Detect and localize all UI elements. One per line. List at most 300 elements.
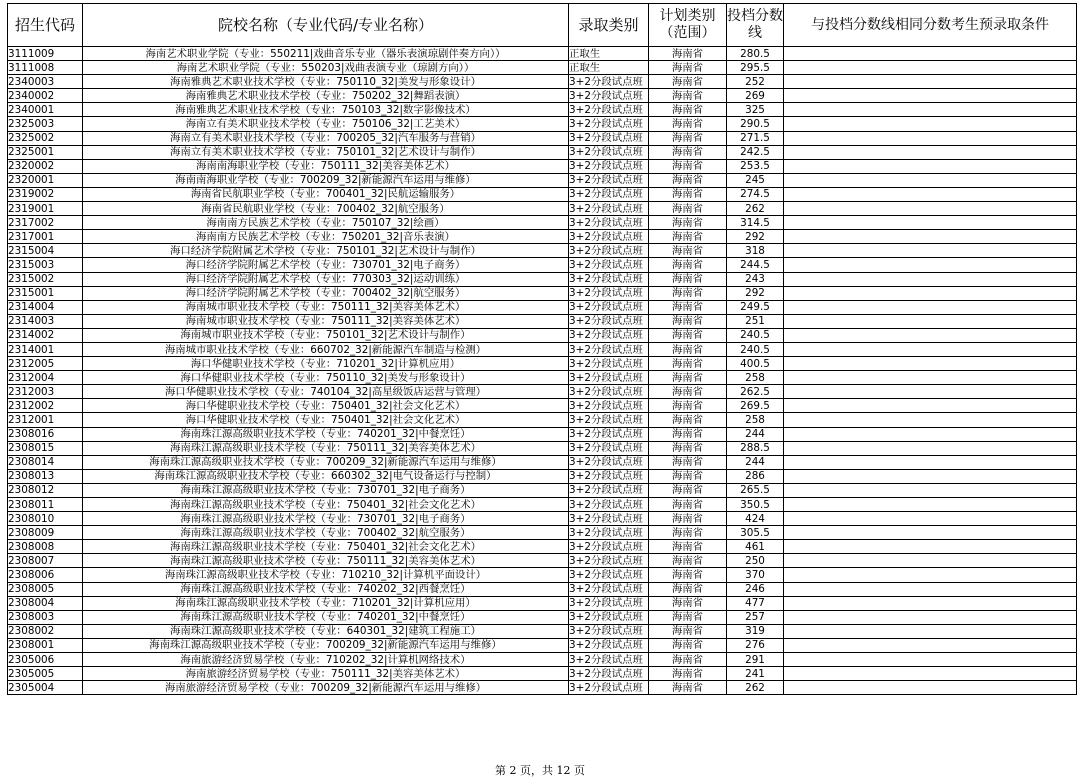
- header-school-name: 院校名称（专业代码/专业名称）: [83, 4, 569, 47]
- cell-enrollment-code: 2308008: [8, 540, 83, 554]
- cell-admission-type: 3+2分段试点班: [569, 187, 649, 201]
- cell-tie-condition: [784, 667, 1077, 681]
- table-row: [8, 244, 1077, 258]
- cell-school-name: 海口经济学院附属艺术学校（专业：750101_32|艺术设计与制作）: [83, 244, 569, 258]
- table-row: [8, 596, 1077, 610]
- table-row: [8, 61, 1077, 75]
- cell-admission-type: 3+2分段试点班: [569, 314, 649, 328]
- cell-enrollment-code: 2308013: [8, 469, 83, 483]
- cell-plan-category: 海南省: [649, 540, 727, 554]
- cell-cutoff-score: 291: [727, 653, 784, 667]
- cell-cutoff-score: 424: [727, 512, 784, 526]
- cell-school-name: 海南珠江源高级职业技术学校（专业：740201_32|中餐烹饪）: [83, 610, 569, 624]
- cell-enrollment-code: 2319002: [8, 187, 83, 201]
- cell-cutoff-score: 262: [727, 681, 784, 695]
- cell-plan-category: 海南省: [649, 498, 727, 512]
- cell-plan-category: 海南省: [649, 314, 727, 328]
- cell-plan-category: 海南省: [649, 159, 727, 173]
- table-row: [8, 230, 1077, 244]
- cell-cutoff-score: 274.5: [727, 187, 784, 201]
- cell-school-name: 海南立有美术职业技术学校（专业：700205_32|汽车服务与营销）: [83, 131, 569, 145]
- cell-plan-category: 海南省: [649, 89, 727, 103]
- cell-school-name: 海南南海职业学校（专业：750111_32|美容美体艺术）: [83, 159, 569, 173]
- cell-school-name: 海南城市职业技术学校（专业：750101_32|艺术设计与制作）: [83, 328, 569, 342]
- cell-cutoff-score: 253.5: [727, 159, 784, 173]
- cell-enrollment-code: 2340002: [8, 89, 83, 103]
- cell-plan-category: 海南省: [649, 216, 727, 230]
- cell-admission-type: 3+2分段试点班: [569, 131, 649, 145]
- cell-tie-condition: [784, 469, 1077, 483]
- cell-cutoff-score: 269.5: [727, 399, 784, 413]
- cell-admission-type: 3+2分段试点班: [569, 385, 649, 399]
- cell-admission-type: 3+2分段试点班: [569, 427, 649, 441]
- cell-cutoff-score: 243: [727, 272, 784, 286]
- cell-admission-type: 3+2分段试点班: [569, 75, 649, 89]
- table-row: [8, 427, 1077, 441]
- cell-admission-type: 3+2分段试点班: [569, 286, 649, 300]
- cell-school-name: 海口经济学院附属艺术学校（专业：700402_32|航空服务）: [83, 286, 569, 300]
- cell-tie-condition: [784, 540, 1077, 554]
- table-row: [8, 314, 1077, 328]
- cell-cutoff-score: 318: [727, 244, 784, 258]
- cell-plan-category: 海南省: [649, 638, 727, 652]
- table-row: [8, 300, 1077, 314]
- cell-school-name: 海南珠江源高级职业技术学校（专业：750111_32|美容美体艺术）: [83, 554, 569, 568]
- table-row: [8, 554, 1077, 568]
- cell-admission-type: 3+2分段试点班: [569, 540, 649, 554]
- cell-cutoff-score: 305.5: [727, 526, 784, 540]
- cell-tie-condition: [784, 441, 1077, 455]
- cell-enrollment-code: 2314001: [8, 342, 83, 356]
- header-cutoff-score: 投档分数线: [727, 4, 784, 47]
- cell-enrollment-code: 2312001: [8, 413, 83, 427]
- cell-tie-condition: [784, 47, 1077, 61]
- table-row: [8, 272, 1077, 286]
- cell-tie-condition: [784, 286, 1077, 300]
- cell-plan-category: 海南省: [649, 653, 727, 667]
- table-row: [8, 399, 1077, 413]
- table-row: [8, 610, 1077, 624]
- cell-tie-condition: [784, 427, 1077, 441]
- cell-enrollment-code: 2308001: [8, 638, 83, 652]
- cell-enrollment-code: 2308009: [8, 526, 83, 540]
- cell-plan-category: 海南省: [649, 61, 727, 75]
- cell-school-name: 海南南方民族艺术学校（专业：750201_32|音乐表演）: [83, 230, 569, 244]
- cell-plan-category: 海南省: [649, 145, 727, 159]
- cell-school-name: 海口华健职业技术学校（专业：740104_32|高星级饭店运营与管理）: [83, 385, 569, 399]
- cell-cutoff-score: 252: [727, 75, 784, 89]
- table-row: [8, 512, 1077, 526]
- admission-table-container: [7, 3, 1077, 695]
- cell-admission-type: 3+2分段试点班: [569, 596, 649, 610]
- cell-school-name: 海南立有美术职业技术学校（专业：750106_32|工艺美术）: [83, 117, 569, 131]
- cell-plan-category: 海南省: [649, 512, 727, 526]
- cell-admission-type: 3+2分段试点班: [569, 159, 649, 173]
- cell-enrollment-code: 2312003: [8, 385, 83, 399]
- cell-enrollment-code: 2308006: [8, 568, 83, 582]
- cell-enrollment-code: 2315003: [8, 258, 83, 272]
- cell-school-name: 海南城市职业技术学校（专业：660702_32|新能源汽车制造与检测）: [83, 342, 569, 356]
- cell-plan-category: 海南省: [649, 455, 727, 469]
- cell-admission-type: 3+2分段试点班: [569, 216, 649, 230]
- cell-tie-condition: [784, 596, 1077, 610]
- page-number: 第 2 页，共 12 页: [495, 764, 585, 777]
- cell-school-name: 海南省民航职业学校（专业：700402_32|航空服务）: [83, 202, 569, 216]
- cell-school-name: 海南珠江源高级职业技术学校（专业：750111_32|美容美体艺术）: [83, 441, 569, 455]
- cell-enrollment-code: 2308005: [8, 582, 83, 596]
- cell-cutoff-score: 246: [727, 582, 784, 596]
- cell-admission-type: 3+2分段试点班: [569, 103, 649, 117]
- cell-school-name: 海南旅游经济贸易学校（专业：710202_32|计算机网络技术）: [83, 653, 569, 667]
- cell-enrollment-code: 3111009: [8, 47, 83, 61]
- cell-enrollment-code: 2340003: [8, 75, 83, 89]
- table-row: [8, 159, 1077, 173]
- cell-tie-condition: [784, 75, 1077, 89]
- cell-admission-type: 3+2分段试点班: [569, 653, 649, 667]
- cell-school-name: 海南艺术职业学院（专业：550203|戏曲表演专业（琼剧方向））: [83, 61, 569, 75]
- cell-admission-type: 3+2分段试点班: [569, 230, 649, 244]
- cell-school-name: 海口华健职业技术学校（专业：750401_32|社会文化艺术）: [83, 399, 569, 413]
- table-header-row: [8, 4, 1077, 47]
- cell-enrollment-code: 2308002: [8, 624, 83, 638]
- admission-score-table: [7, 3, 1077, 695]
- cell-tie-condition: [784, 117, 1077, 131]
- cell-plan-category: 海南省: [649, 624, 727, 638]
- cell-admission-type: 正取生: [569, 61, 649, 75]
- cell-plan-category: 海南省: [649, 230, 727, 244]
- cell-admission-type: 3+2分段试点班: [569, 568, 649, 582]
- cell-cutoff-score: 269: [727, 89, 784, 103]
- cell-tie-condition: [784, 357, 1077, 371]
- cell-admission-type: 3+2分段试点班: [569, 145, 649, 159]
- cell-enrollment-code: 2312004: [8, 371, 83, 385]
- cell-admission-type: 3+2分段试点班: [569, 399, 649, 413]
- table-row: [8, 216, 1077, 230]
- cell-admission-type: 3+2分段试点班: [569, 582, 649, 596]
- cell-tie-condition: [784, 145, 1077, 159]
- cell-school-name: 海南南方民族艺术学校（专业：750107_32|绘画）: [83, 216, 569, 230]
- table-row: [8, 441, 1077, 455]
- cell-school-name: 海口华健职业技术学校（专业：750110_32|美发与形象设计）: [83, 371, 569, 385]
- table-row: [8, 582, 1077, 596]
- cell-tie-condition: [784, 131, 1077, 145]
- cell-admission-type: 3+2分段试点班: [569, 526, 649, 540]
- cell-enrollment-code: 2308012: [8, 483, 83, 497]
- cell-school-name: 海南珠江源高级职业技术学校（专业：700209_32|新能源汽车运用与维修）: [83, 638, 569, 652]
- cell-enrollment-code: 2305005: [8, 667, 83, 681]
- cell-school-name: 海南省民航职业学校（专业：700401_32|民航运输服务）: [83, 187, 569, 201]
- cell-enrollment-code: 2320002: [8, 159, 83, 173]
- cell-school-name: 海南珠江源高级职业技术学校（专业：750401_32|社会文化艺术）: [83, 540, 569, 554]
- table-row: [8, 286, 1077, 300]
- cell-enrollment-code: 2340001: [8, 103, 83, 117]
- cell-cutoff-score: 250: [727, 554, 784, 568]
- cell-enrollment-code: 2308015: [8, 441, 83, 455]
- cell-tie-condition: [784, 314, 1077, 328]
- cell-plan-category: 海南省: [649, 244, 727, 258]
- cell-cutoff-score: 461: [727, 540, 784, 554]
- cell-tie-condition: [784, 512, 1077, 526]
- cell-plan-category: 海南省: [649, 103, 727, 117]
- cell-admission-type: 3+2分段试点班: [569, 624, 649, 638]
- cell-enrollment-code: 2308007: [8, 554, 83, 568]
- cell-cutoff-score: 271.5: [727, 131, 784, 145]
- table-row: [8, 342, 1077, 356]
- table-row: [8, 385, 1077, 399]
- cell-admission-type: 3+2分段试点班: [569, 667, 649, 681]
- cell-enrollment-code: 3111008: [8, 61, 83, 75]
- table-row: [8, 202, 1077, 216]
- cell-admission-type: 3+2分段试点班: [569, 469, 649, 483]
- cell-cutoff-score: 314.5: [727, 216, 784, 230]
- cell-admission-type: 3+2分段试点班: [569, 258, 649, 272]
- cell-tie-condition: [784, 173, 1077, 187]
- cell-admission-type: 3+2分段试点班: [569, 300, 649, 314]
- cell-enrollment-code: 2308004: [8, 596, 83, 610]
- cell-school-name: 海南珠江源高级职业技术学校（专业：700402_32|航空服务）: [83, 526, 569, 540]
- table-row: [8, 75, 1077, 89]
- cell-plan-category: 海南省: [649, 342, 727, 356]
- cell-admission-type: 3+2分段试点班: [569, 371, 649, 385]
- cell-cutoff-score: 295.5: [727, 61, 784, 75]
- cell-plan-category: 海南省: [649, 131, 727, 145]
- cell-enrollment-code: 2320001: [8, 173, 83, 187]
- cell-enrollment-code: 2312002: [8, 399, 83, 413]
- cell-cutoff-score: 262: [727, 202, 784, 216]
- cell-admission-type: 3+2分段试点班: [569, 173, 649, 187]
- cell-plan-category: 海南省: [649, 173, 727, 187]
- cell-school-name: 海南艺术职业学院（专业：550211|戏曲音乐专业（器乐表演琼剧伴奏方向））: [83, 47, 569, 61]
- cell-plan-category: 海南省: [649, 75, 727, 89]
- cell-plan-category: 海南省: [649, 568, 727, 582]
- cell-plan-category: 海南省: [649, 610, 727, 624]
- cell-school-name: 海口华健职业技术学校（专业：710201_32|计算机应用）: [83, 357, 569, 371]
- cell-cutoff-score: 319: [727, 624, 784, 638]
- table-row: [8, 371, 1077, 385]
- cell-tie-condition: [784, 272, 1077, 286]
- cell-school-name: 海南立有美术职业技术学校（专业：750101_32|艺术设计与制作）: [83, 145, 569, 159]
- cell-plan-category: 海南省: [649, 667, 727, 681]
- cell-cutoff-score: 258: [727, 371, 784, 385]
- cell-cutoff-score: 265.5: [727, 483, 784, 497]
- cell-cutoff-score: 477: [727, 596, 784, 610]
- cell-cutoff-score: 244: [727, 427, 784, 441]
- cell-tie-condition: [784, 483, 1077, 497]
- cell-enrollment-code: 2325002: [8, 131, 83, 145]
- cell-cutoff-score: 257: [727, 610, 784, 624]
- cell-admission-type: 3+2分段试点班: [569, 202, 649, 216]
- table-row: [8, 145, 1077, 159]
- cell-admission-type: 3+2分段试点班: [569, 681, 649, 695]
- cell-enrollment-code: 2305006: [8, 653, 83, 667]
- cell-plan-category: 海南省: [649, 371, 727, 385]
- cell-cutoff-score: 262.5: [727, 385, 784, 399]
- table-row: [8, 173, 1077, 187]
- cell-enrollment-code: 2319001: [8, 202, 83, 216]
- table-row: [8, 540, 1077, 554]
- table-row: [8, 117, 1077, 131]
- cell-enrollment-code: 2314004: [8, 300, 83, 314]
- cell-school-name: 海南旅游经济贸易学校（专业：750111_32|美容美体艺术）: [83, 667, 569, 681]
- cell-school-name: 海南雅典艺术职业技术学校（专业：750110_32|美发与形象设计）: [83, 75, 569, 89]
- cell-admission-type: 3+2分段试点班: [569, 512, 649, 526]
- cell-cutoff-score: 325: [727, 103, 784, 117]
- cell-school-name: 海南珠江源高级职业技术学校（专业：710210_32|计算机平面设计）: [83, 568, 569, 582]
- cell-plan-category: 海南省: [649, 328, 727, 342]
- cell-plan-category: 海南省: [649, 469, 727, 483]
- cell-plan-category: 海南省: [649, 399, 727, 413]
- cell-school-name: 海南珠江源高级职业技术学校（专业：640301_32|建筑工程施工）: [83, 624, 569, 638]
- cell-cutoff-score: 276: [727, 638, 784, 652]
- cell-school-name: 海南珠江源高级职业技术学校（专业：730701_32|电子商务）: [83, 483, 569, 497]
- cell-cutoff-score: 280.5: [727, 47, 784, 61]
- table-row: [8, 526, 1077, 540]
- cell-admission-type: 3+2分段试点班: [569, 244, 649, 258]
- cell-plan-category: 海南省: [649, 413, 727, 427]
- cell-tie-condition: [784, 258, 1077, 272]
- cell-tie-condition: [784, 413, 1077, 427]
- cell-tie-condition: [784, 653, 1077, 667]
- cell-tie-condition: [784, 342, 1077, 356]
- cell-tie-condition: [784, 498, 1077, 512]
- cell-tie-condition: [784, 385, 1077, 399]
- cell-tie-condition: [784, 216, 1077, 230]
- table-row: [8, 103, 1077, 117]
- cell-school-name: 海南城市职业技术学校（专业：750111_32|美容美体艺术）: [83, 314, 569, 328]
- cell-school-name: 海南珠江源高级职业技术学校（专业：710201_32|计算机应用）: [83, 596, 569, 610]
- cell-cutoff-score: 241: [727, 667, 784, 681]
- cell-plan-category: 海南省: [649, 596, 727, 610]
- cell-cutoff-score: 240.5: [727, 328, 784, 342]
- table-row: [8, 131, 1077, 145]
- header-tie-condition: 与投档分数线相同分数考生预录取条件: [784, 4, 1077, 47]
- cell-plan-category: 海南省: [649, 554, 727, 568]
- cell-cutoff-score: 400.5: [727, 357, 784, 371]
- cell-tie-condition: [784, 244, 1077, 258]
- cell-tie-condition: [784, 202, 1077, 216]
- table-row: [8, 681, 1077, 695]
- cell-school-name: 海口经济学院附属艺术学校（专业：770303_32|运动训练）: [83, 272, 569, 286]
- cell-school-name: 海南珠江源高级职业技术学校（专业：750401_32|社会文化艺术）: [83, 498, 569, 512]
- cell-cutoff-score: 245: [727, 173, 784, 187]
- cell-school-name: 海南珠江源高级职业技术学校（专业：700209_32|新能源汽车运用与维修）: [83, 455, 569, 469]
- cell-cutoff-score: 290.5: [727, 117, 784, 131]
- cell-tie-condition: [784, 638, 1077, 652]
- table-row: [8, 47, 1077, 61]
- cell-plan-category: 海南省: [649, 117, 727, 131]
- table-row: [8, 667, 1077, 681]
- cell-enrollment-code: 2308010: [8, 512, 83, 526]
- cell-admission-type: 3+2分段试点班: [569, 117, 649, 131]
- cell-enrollment-code: 2317001: [8, 230, 83, 244]
- cell-enrollment-code: 2314002: [8, 328, 83, 342]
- table-row: [8, 483, 1077, 497]
- cell-admission-type: 3+2分段试点班: [569, 357, 649, 371]
- cell-admission-type: 3+2分段试点班: [569, 272, 649, 286]
- cell-tie-condition: [784, 89, 1077, 103]
- cell-tie-condition: [784, 526, 1077, 540]
- cell-cutoff-score: 288.5: [727, 441, 784, 455]
- cell-admission-type: 3+2分段试点班: [569, 498, 649, 512]
- cell-tie-condition: [784, 610, 1077, 624]
- cell-school-name: 海南城市职业技术学校（专业：750111_32|美容美体艺术）: [83, 300, 569, 314]
- table-body: [8, 47, 1077, 695]
- cell-enrollment-code: 2325003: [8, 117, 83, 131]
- cell-tie-condition: [784, 371, 1077, 385]
- cell-school-name: 海南雅典艺术职业技术学校（专业：750103_32|数字影像技术）: [83, 103, 569, 117]
- cell-plan-category: 海南省: [649, 300, 727, 314]
- cell-admission-type: 3+2分段试点班: [569, 638, 649, 652]
- cell-cutoff-score: 370: [727, 568, 784, 582]
- cell-enrollment-code: 2315001: [8, 286, 83, 300]
- cell-plan-category: 海南省: [649, 385, 727, 399]
- table-row: [8, 187, 1077, 201]
- cell-plan-category: 海南省: [649, 258, 727, 272]
- cell-cutoff-score: 244.5: [727, 258, 784, 272]
- cell-cutoff-score: 286: [727, 469, 784, 483]
- cell-tie-condition: [784, 554, 1077, 568]
- cell-plan-category: 海南省: [649, 187, 727, 201]
- cell-enrollment-code: 2308014: [8, 455, 83, 469]
- cell-tie-condition: [784, 159, 1077, 173]
- cell-tie-condition: [784, 681, 1077, 695]
- cell-tie-condition: [784, 624, 1077, 638]
- header-admission-type: 录取类别: [569, 4, 649, 47]
- cell-admission-type: 3+2分段试点班: [569, 455, 649, 469]
- cell-tie-condition: [784, 61, 1077, 75]
- cell-school-name: 海南珠江源高级职业技术学校（专业：740202_32|西餐烹饪）: [83, 582, 569, 596]
- cell-plan-category: 海南省: [649, 681, 727, 695]
- cell-admission-type: 3+2分段试点班: [569, 413, 649, 427]
- cell-tie-condition: [784, 455, 1077, 469]
- cell-cutoff-score: 242.5: [727, 145, 784, 159]
- cell-cutoff-score: 244: [727, 455, 784, 469]
- cell-tie-condition: [784, 399, 1077, 413]
- header-plan-category: 计划类别（范围）: [649, 4, 727, 47]
- cell-plan-category: 海南省: [649, 272, 727, 286]
- cell-cutoff-score: 249.5: [727, 300, 784, 314]
- table-row: [8, 357, 1077, 371]
- cell-cutoff-score: 350.5: [727, 498, 784, 512]
- cell-enrollment-code: 2325001: [8, 145, 83, 159]
- cell-cutoff-score: 292: [727, 230, 784, 244]
- cell-plan-category: 海南省: [649, 202, 727, 216]
- cell-cutoff-score: 251: [727, 314, 784, 328]
- cell-school-name: 海南南海职业学校（专业：700209_32|新能源汽车运用与维修）: [83, 173, 569, 187]
- cell-cutoff-score: 240.5: [727, 342, 784, 356]
- cell-enrollment-code: 2308011: [8, 498, 83, 512]
- table-row: [8, 638, 1077, 652]
- table-row: [8, 469, 1077, 483]
- cell-enrollment-code: 2315004: [8, 244, 83, 258]
- cell-plan-category: 海南省: [649, 441, 727, 455]
- cell-tie-condition: [784, 187, 1077, 201]
- cell-tie-condition: [784, 300, 1077, 314]
- cell-cutoff-score: 258: [727, 413, 784, 427]
- cell-enrollment-code: 2308016: [8, 427, 83, 441]
- cell-school-name: 海南珠江源高级职业技术学校（专业：740201_32|中餐烹饪）: [83, 427, 569, 441]
- cell-admission-type: 3+2分段试点班: [569, 610, 649, 624]
- cell-admission-type: 3+2分段试点班: [569, 483, 649, 497]
- table-row: [8, 455, 1077, 469]
- table-row: [8, 653, 1077, 667]
- cell-tie-condition: [784, 568, 1077, 582]
- cell-plan-category: 海南省: [649, 427, 727, 441]
- cell-admission-type: 3+2分段试点班: [569, 89, 649, 103]
- table-row: [8, 413, 1077, 427]
- cell-school-name: 海口华健职业技术学校（专业：750401_32|社会文化艺术）: [83, 413, 569, 427]
- cell-plan-category: 海南省: [649, 582, 727, 596]
